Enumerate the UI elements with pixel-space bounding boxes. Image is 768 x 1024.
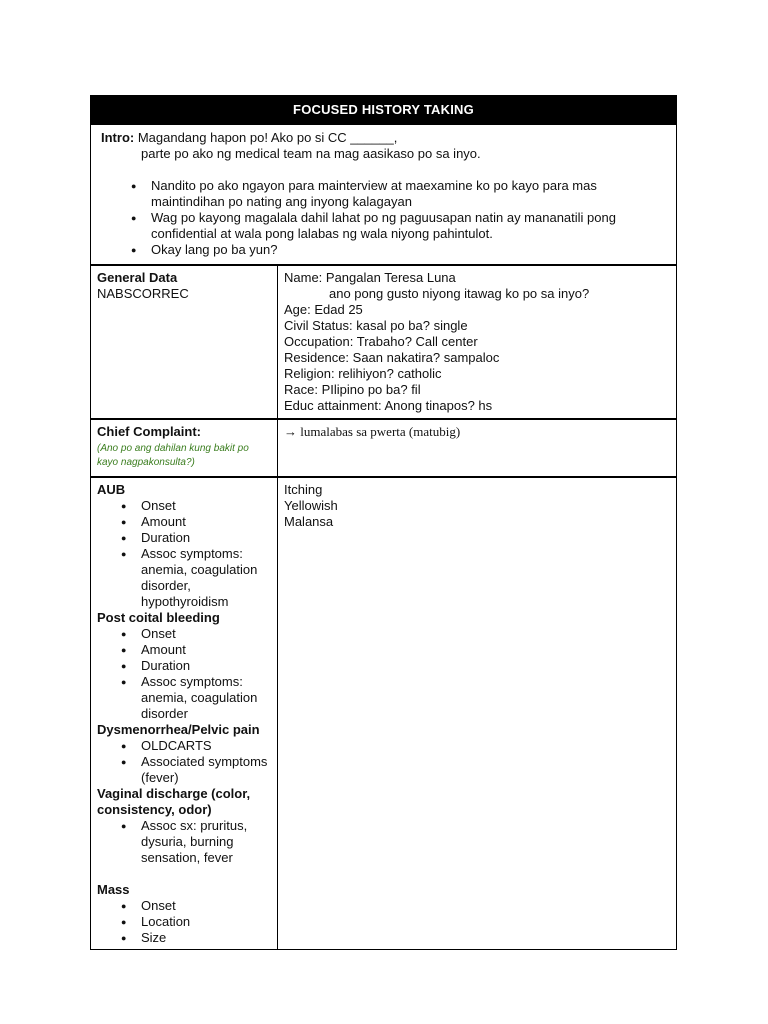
gd-religion: Religion: relihiyon? catholic [284, 366, 442, 381]
list-item: ● Duration [121, 530, 271, 546]
gd-occupation: Occupation: Trabaho? Call center [284, 334, 478, 349]
chief-complaint-label: Chief Complaint: [97, 424, 201, 439]
list-item: ● OLDCARTS [121, 738, 271, 754]
chief-complaint-question: (Ano po ang dahilan kung bakit po kayo nagpakonsulta?) [97, 443, 249, 468]
history-row [91, 476, 676, 949]
list-item: ● Assoc symptoms: anemia, coagulation disorder, hypothyroidism [121, 546, 271, 610]
list-item: ● Associated symptoms (fever) [121, 754, 271, 786]
gd-age: Age: Edad 25 [284, 302, 363, 317]
intro-bullet: ● Wag po kayong magalala dahil lahat po ng paguusapan natin ay mananatili pong confidential at wala pong lalabas ng wala niyong pahintulot. [131, 210, 668, 242]
finding-yellowish: Yellowish [284, 498, 338, 513]
postcoital-heading: Post coital bleeding [97, 610, 220, 625]
finding-itching: Itching [284, 482, 323, 497]
intro-label: Intro: [101, 130, 135, 145]
general-data-label-cell [91, 266, 278, 418]
vaginal-discharge-list [97, 818, 271, 866]
intro-bullet: ● Okay lang po ba yun? [131, 242, 668, 258]
aub-heading: AUB [97, 482, 126, 497]
intro-bullets [101, 178, 668, 258]
list-item: ● Assoc sx: pruritus, dysuria, burning sensation, fever [121, 818, 271, 866]
finding-malansa: Malansa [284, 514, 334, 529]
vaginal-discharge-heading: Vaginal discharge (color, consistency, odor) [97, 786, 251, 817]
history-findings-cell [278, 478, 676, 949]
gd-preferred-name: ano pong gusto niyong itawag ko po sa inyo? [329, 286, 590, 301]
list-item: ● Amount [121, 642, 271, 658]
general-data-label: General Data [97, 270, 178, 285]
mass-list [97, 898, 271, 946]
gd-civil-status: Civil Status: kasal po ba? single [284, 318, 468, 333]
general-data-values-cell [278, 266, 676, 418]
aub-list [97, 498, 271, 610]
list-item: ● Location [121, 914, 271, 930]
spacer [97, 866, 271, 882]
gd-residence: Residence: Saan nakatira? sampaloc [284, 350, 500, 365]
form-title: FOCUSED HISTORY TAKING [91, 96, 676, 123]
list-item: ● Size [121, 930, 271, 946]
postcoital-list [97, 626, 271, 722]
general-data-mnemonic: NABSCORREC [97, 286, 189, 301]
list-item: ● Duration [121, 658, 271, 674]
list-item: ● Amount [121, 514, 271, 530]
list-item: ● Onset [121, 626, 271, 642]
history-form-table [90, 95, 677, 950]
intro-section [91, 123, 676, 264]
chief-complaint-answer-cell [278, 420, 676, 476]
list-item: ● Onset [121, 898, 271, 914]
gd-name: Name: Pangalan Teresa Luna [284, 270, 456, 285]
intro-bullet: ● Nandito po ako ngayon para mainterview at maexamine ko po kayo para mas maintindihan po nating ang inyong kalagayan [131, 178, 668, 210]
chief-complaint-row [91, 418, 676, 476]
dysmenorrhea-list [97, 738, 271, 786]
intro-second-line: parte po ako ng medical team na mag aasikaso po sa inyo. [141, 146, 481, 161]
dysmenorrhea-heading: Dysmenorrhea/Pelvic pain [97, 722, 260, 737]
intro-first-line [101, 130, 668, 146]
intro-greeting: Magandang hapon po! Ako po si CC ______, [134, 130, 398, 145]
history-topics-cell [91, 478, 278, 949]
general-data-row [91, 264, 676, 418]
gd-race: Race: PIlipino po ba? fil [284, 382, 421, 397]
gd-education: Educ attainment: Anong tinapos? hs [284, 398, 493, 413]
list-item: ● Onset [121, 498, 271, 514]
chief-complaint-answer: → lumalabas sa pwerta (matubig) [284, 424, 461, 439]
chief-complaint-label-cell [91, 420, 278, 476]
list-item: ● Assoc symptoms: anemia, coagulation disorder [121, 674, 271, 722]
mass-heading: Mass [97, 882, 130, 897]
